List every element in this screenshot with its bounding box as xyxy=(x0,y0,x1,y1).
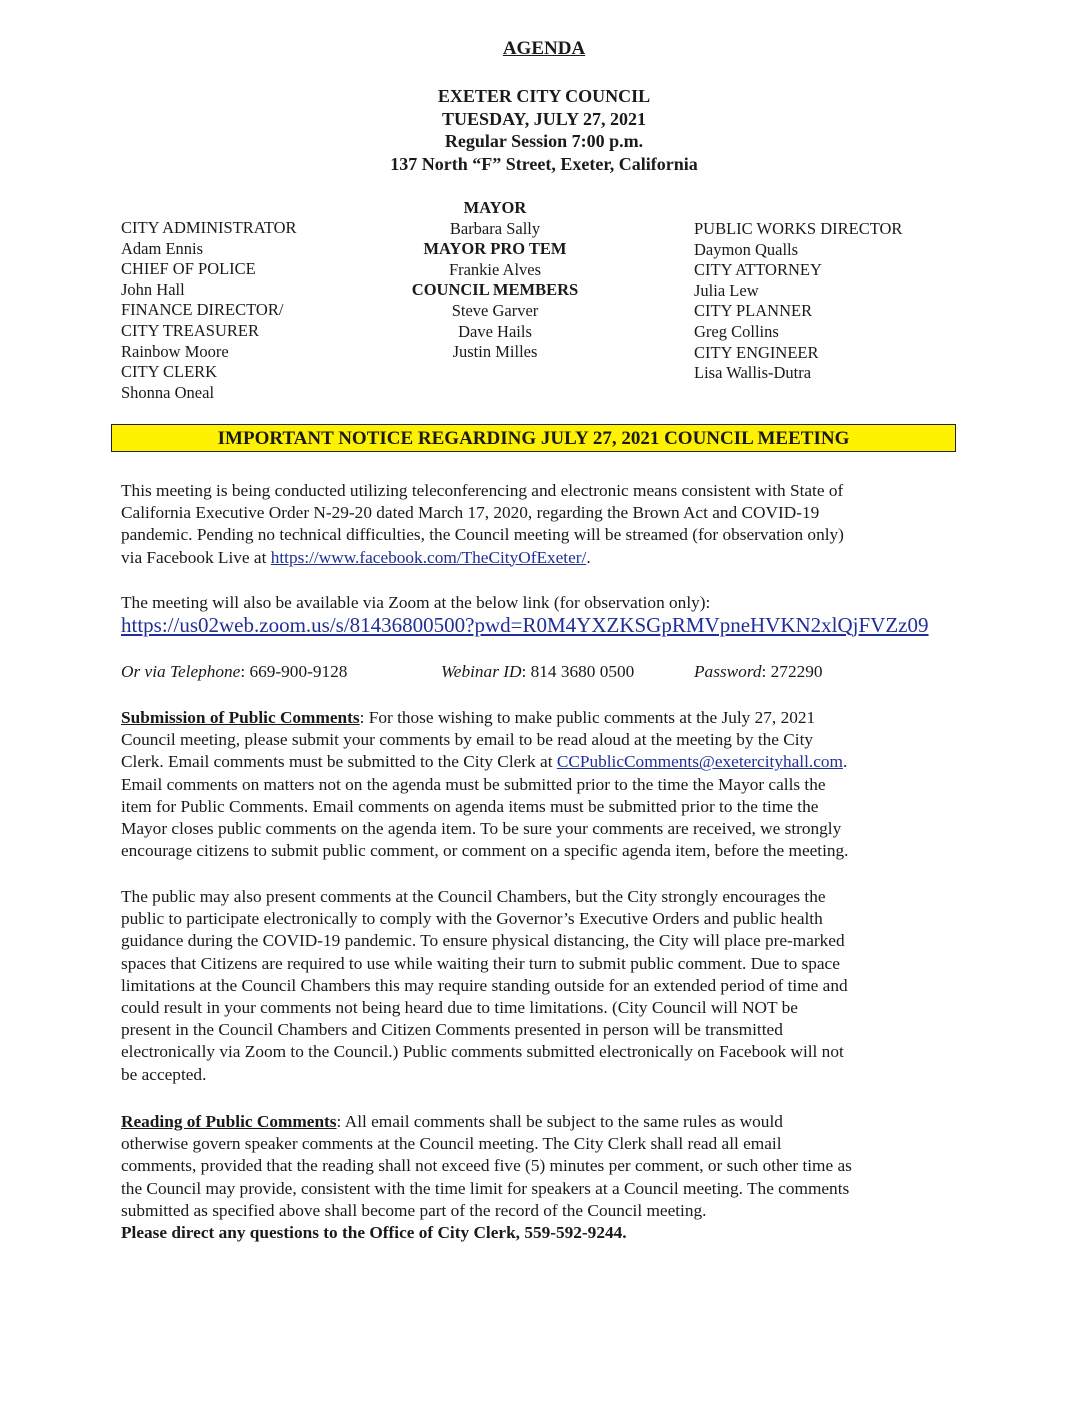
reading-paragraph xyxy=(121,1111,951,1244)
submission-text: : For those wishing to make public comments at the July 27, 2021 xyxy=(359,708,816,727)
reading-text: : All email comments shall be subject to the same rules as would xyxy=(336,1112,783,1131)
staff-entry: John Hall xyxy=(121,279,185,299)
chambers-line: spaces that Citizens are required to use while waiting their turn to submit public comment. Due to space xyxy=(121,953,840,973)
telephone-info xyxy=(121,662,441,682)
members-title: COUNCIL MEMBERS xyxy=(411,280,579,300)
meeting-date: TUESDAY, JULY 27, 2021 xyxy=(442,108,646,129)
password-label: Password xyxy=(694,662,762,681)
intro-paragraph xyxy=(121,480,951,569)
submission-line: encourage citizens to submit public comment, or comment on a specific agenda item, before the meeting. xyxy=(121,841,849,861)
session-time: Regular Session 7:00 p.m. xyxy=(444,131,644,151)
chambers-line: public to participate electronically to comply with the Governor’s Executive Orders and public health xyxy=(121,909,823,929)
reading-line: the Council may provide, consistent with the time limit for speakers at a Council meeting. The comments xyxy=(121,1178,850,1198)
important-notice-banner: IMPORTANT NOTICE REGARDING JULY 27, 2021 COUNCIL MEETING xyxy=(111,424,956,452)
submission-text: Clerk. Email comments must be submitted to the City Clerk at xyxy=(121,752,557,772)
submission-line xyxy=(121,751,951,773)
intro-line-prefix: via Facebook Live at xyxy=(121,547,271,567)
staff-entry: Rainbow Moore xyxy=(121,341,229,361)
telephone-number: : 669-900-9128 xyxy=(240,662,348,681)
meeting-address: 137 North “F” Street, Exeter, California xyxy=(390,153,698,174)
reading-line: comments, provided that the reading shall not exceed five (5) minutes per comment, or such other time as xyxy=(121,1156,852,1176)
council-member: Dave Hails xyxy=(458,321,532,341)
submission-line: Mayor closes public comments on the agenda item. To be sure your comments are received, we strongly xyxy=(121,819,842,839)
staff-left-column xyxy=(121,218,297,403)
chambers-line: guidance during the COVID-19 pandemic. To ensure physical distancing, the City will place pre-marked xyxy=(121,931,845,951)
zoom-link[interactable]: https://us02web.zoom.us/s/81436800500?pwd=R0M4YXZKSGpRMVpneHVKN2xlQjFVZz09 xyxy=(121,613,929,638)
chambers-line: be accepted. xyxy=(121,1064,207,1084)
mayor-title: MAYOR xyxy=(463,198,527,217)
staff-entry: Shonna Oneal xyxy=(121,382,215,402)
facebook-link[interactable]: https://www.facebook.com/TheCityOfExeter/ xyxy=(270,547,587,567)
pro-tem-name: Frankie Alves xyxy=(448,259,542,279)
intro-line xyxy=(121,547,951,569)
intro-line: This meeting is being conducted utilizing teleconferencing and electronic means consistent with State of xyxy=(121,481,844,500)
council-member: Justin Milles xyxy=(452,342,538,362)
webinar-label: Webinar ID xyxy=(441,662,522,681)
intro-line: California Executive Order N-29-20 dated March 17, 2020, regarding the Brown Act and COVID-19 xyxy=(121,503,820,523)
staff-entry: CITY CLERK xyxy=(121,362,218,382)
reading-line: submitted as specified above shall become part of the record of the Council meeting. xyxy=(121,1200,707,1220)
zoom-text: The meeting will also be available via Zoom at the below link (for observation only): xyxy=(121,593,711,612)
staff-entry: CITY ADMINISTRATOR xyxy=(121,218,297,237)
council-member: Steve Garver xyxy=(451,300,539,320)
staff-entry: CITY ATTORNEY xyxy=(694,260,822,280)
webinar-info xyxy=(441,662,694,682)
chambers-line: present in the Council Chambers and Citizen Comments presented in person will be transmitted xyxy=(121,1020,783,1040)
staff-entry: PUBLIC WORKS DIRECTOR xyxy=(694,219,903,238)
intro-line-suffix: . xyxy=(586,547,591,567)
submission-label: Submission of Public Comments xyxy=(121,708,360,727)
pro-tem-title: MAYOR PRO TEM xyxy=(423,239,567,259)
meeting-header xyxy=(0,85,1088,175)
staff-entry: Greg Collins xyxy=(694,321,779,341)
webinar-id: : 814 3680 0500 xyxy=(521,662,635,681)
council-name: EXETER CITY COUNCIL xyxy=(437,86,651,106)
reading-line xyxy=(121,1111,951,1133)
submission-text: . xyxy=(842,752,848,772)
agenda-heading: AGENDA xyxy=(502,38,586,59)
chambers-paragraph xyxy=(121,886,951,1086)
intro-line: pandemic. Pending no technical difficulties, the Council meeting will be streamed (for observation only) xyxy=(121,525,844,545)
chambers-line: electronically via Zoom to the Council.) Public comments submitted electronically on Facebook will not xyxy=(121,1042,844,1062)
call-in-info xyxy=(121,662,823,682)
submission-line: Email comments on matters not on the agenda must be submitted prior to the time the Mayor calls the xyxy=(121,774,826,794)
reading-line: otherwise govern speaker comments at the Council meeting. The City Clerk shall read all email xyxy=(121,1134,782,1154)
staff-entry: FINANCE DIRECTOR/ xyxy=(121,300,284,320)
submission-line: Council meeting, please submit your comments by email to be read aloud at the meeting by the City xyxy=(121,730,814,750)
staff-entry: CITY TREASURER xyxy=(121,320,259,340)
password-info xyxy=(694,662,823,682)
chambers-line: limitations at the Council Chambers this may require standing outside for an extended period of time and xyxy=(121,975,848,995)
submission-line xyxy=(121,707,951,729)
reading-label: Reading of Public Comments xyxy=(121,1112,337,1131)
submission-line: item for Public Comments. Email comments on agenda items must be submitted prior to the time the xyxy=(121,796,819,816)
staff-entry: CITY ENGINEER xyxy=(694,342,819,362)
council-column xyxy=(380,198,610,363)
telephone-label: Or via Telephone xyxy=(121,662,241,681)
mayor-name: Barbara Sally xyxy=(449,218,541,238)
submission-paragraph xyxy=(121,707,951,862)
closing-contact-line: Please direct any questions to the Office of City Clerk, 559-592-9244. xyxy=(121,1223,627,1243)
staff-entry: Daymon Qualls xyxy=(694,239,799,259)
chambers-line: The public may also present comments at the Council Chambers, but the City strongly encourages the xyxy=(121,887,826,906)
staff-entry: Lisa Wallis-Dutra xyxy=(694,363,812,383)
staff-entry: CHIEF OF POLICE xyxy=(121,259,256,279)
staff-entry: Adam Ennis xyxy=(121,238,204,258)
staff-entry: Julia Lew xyxy=(694,280,759,300)
staff-entry: CITY PLANNER xyxy=(694,301,813,321)
staff-right-column xyxy=(694,219,902,384)
zoom-paragraph xyxy=(121,592,951,638)
chambers-line: could result in your comments not being heard due to time limitations. (City Council will NOT be xyxy=(121,998,798,1018)
password-value: : 272290 xyxy=(761,662,823,681)
public-comments-email-link[interactable]: CCPublicComments@exetercityhall.com xyxy=(556,752,843,772)
